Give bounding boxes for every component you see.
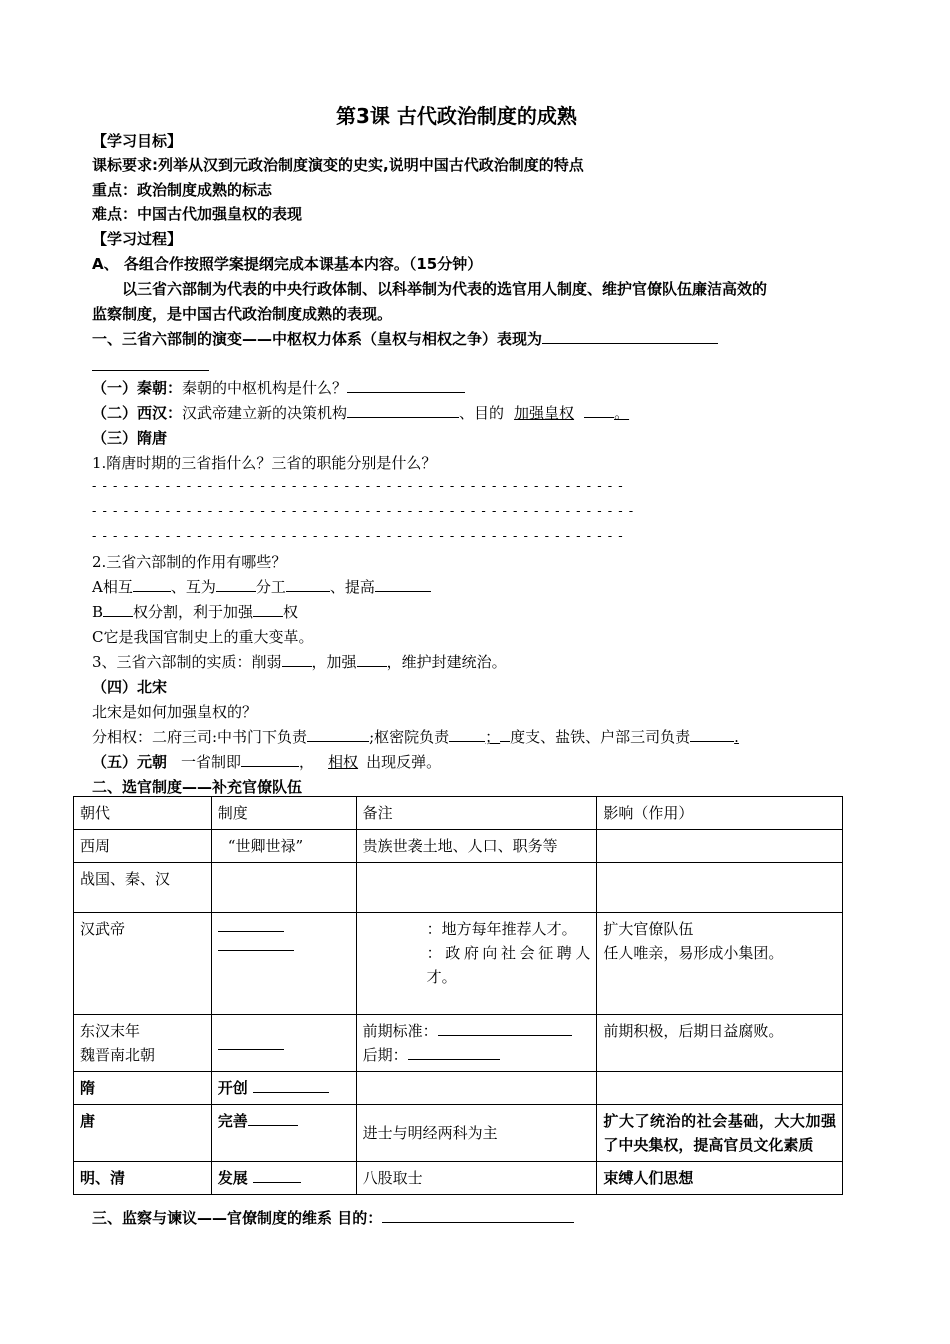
intro-line-1: 以三省六部制为代表的中央行政体制、以科举制为代表的选官用人制度、维护官僚队伍廉洁高效的 xyxy=(122,280,768,298)
answer-blank[interactable] xyxy=(282,652,312,667)
answer-blank[interactable] xyxy=(218,950,294,951)
xihan-answer: 加强皇权 xyxy=(514,404,575,422)
answer-blank[interactable] xyxy=(408,1045,500,1060)
answer-blank[interactable] xyxy=(216,577,256,592)
answer-blank[interactable] xyxy=(347,403,459,418)
hanwu-effect-1: 扩大官僚队伍 xyxy=(603,920,694,938)
table-cell[interactable] xyxy=(356,863,597,913)
dashed-answer-line[interactable]: - - - - - - - - - - - - - - - - - - - - - - - - - - - - - - - - - - - - - - - - - - - - - - - - - - - xyxy=(92,529,624,544)
answer-blank[interactable] xyxy=(218,1049,284,1050)
table-cell xyxy=(74,1015,212,1072)
table-cell[interactable] xyxy=(597,1072,843,1105)
table-row xyxy=(74,1015,843,1072)
table-cell: 战国、秦、汉 xyxy=(74,863,212,913)
answer-blank[interactable] xyxy=(218,931,284,932)
table-cell: “世卿世禄” xyxy=(211,830,356,863)
header-cell: 制度 xyxy=(211,797,356,830)
table-cell[interactable] xyxy=(597,830,843,863)
yuan-label: （五）元朝 xyxy=(92,753,168,771)
donghan-note-1: 前期标准： xyxy=(362,1022,438,1040)
dashed-answer-line[interactable]: - - - - - - - - - - - - - - - - - - - - - - - - - - - - - - - - - - - - - - - - - - - - - - - - - - - - xyxy=(92,504,635,519)
mingqing-system: 发展 xyxy=(217,1169,248,1187)
q2a-text: 分工 xyxy=(255,578,286,596)
yuan-text: ， xyxy=(299,753,315,771)
yuan-text: 出现反弹。 xyxy=(366,753,442,771)
xihan-label: （二）西汉： xyxy=(92,404,183,422)
table-cell: 束缚人们思想 xyxy=(597,1162,843,1195)
table-cell: 汉武帝 xyxy=(74,913,212,1015)
table-cell[interactable] xyxy=(211,863,356,913)
table-row xyxy=(74,1105,843,1162)
table-row xyxy=(74,863,843,913)
table-row xyxy=(74,913,843,1015)
table-cell xyxy=(211,1105,356,1162)
section-2-title: 二、选官制度——补充官僚队伍 xyxy=(92,778,303,796)
qin-line xyxy=(92,377,465,398)
answer-blank[interactable] xyxy=(248,1111,298,1126)
yuan-answer: 相权 xyxy=(328,753,359,771)
xihan-mid: 、目的 xyxy=(459,404,505,422)
header-cell: 朝代 xyxy=(74,797,212,830)
difficulty: 难点：中国古代加强皇权的表现 xyxy=(92,205,303,223)
table-cell: 唐 xyxy=(74,1105,212,1162)
table-cell xyxy=(597,913,843,1015)
answer-blank[interactable] xyxy=(92,356,209,371)
table-cell: 八股取士 xyxy=(356,1162,597,1195)
table-cell xyxy=(211,1162,356,1195)
table-cell: 扩大了统治的社会基础，大大加强了中央集权，提高官员文化素质 xyxy=(597,1105,843,1162)
q2a-text: 、互为 xyxy=(170,578,216,596)
answer-blank[interactable] xyxy=(449,727,485,742)
intro-line-2: 监察制度，是中国古代政治制度成熟的表现。 xyxy=(92,305,393,323)
qin-question: 秦朝的中枢机构是什么？ xyxy=(182,379,348,397)
standard: 课标要求:列举从汉到元政治制度演变的史实,说明中国古代政治制度的特点 xyxy=(92,156,584,174)
hanwu-note-2: ：政府向社会征聘人才。 xyxy=(426,944,591,986)
page-title: 第3课 古代政治制度的成熟 xyxy=(336,104,577,128)
sui-system: 开创 xyxy=(217,1079,248,1097)
table-cell: 贵族世袭土地、人口、职务等 xyxy=(356,830,597,863)
answer-blank[interactable] xyxy=(357,652,387,667)
answer-blank[interactable] xyxy=(584,403,614,418)
answer-blank[interactable] xyxy=(253,1168,301,1183)
question-2c: C它是我国官制史上的重大变革。 xyxy=(92,628,314,646)
answer-blank[interactable] xyxy=(500,727,510,742)
key-point: 重点：政治制度成熟的标志 xyxy=(92,181,273,199)
question-3 xyxy=(92,651,507,672)
header-cell: 备注 xyxy=(356,797,597,830)
goals-header: 【学习目标】 xyxy=(92,132,183,150)
table-cell[interactable] xyxy=(356,1072,597,1105)
table-row xyxy=(74,1162,843,1195)
hanwu-effect-2: 任人唯亲，易形成小集团。 xyxy=(603,944,784,962)
donghan-label-1: 东汉末年 xyxy=(80,1022,141,1040)
answer-blank[interactable] xyxy=(103,602,133,617)
answer-blank[interactable] xyxy=(133,577,171,592)
answer-blank[interactable] xyxy=(241,752,299,767)
qin-label: （一）秦朝： xyxy=(92,379,183,397)
beisong-label: （四）北宋 xyxy=(92,678,168,696)
selection-system-table xyxy=(73,796,843,1195)
table-cell xyxy=(356,913,597,1015)
xihan-question: 汉武帝建立新的决策机构 xyxy=(182,404,348,422)
process-header: 【学习过程】 xyxy=(92,230,183,248)
donghan-label-2: 魏晋南北朝 xyxy=(80,1046,156,1064)
question-2a xyxy=(92,576,431,597)
answer-blank[interactable] xyxy=(382,1208,574,1223)
table-cell xyxy=(356,1015,597,1072)
dashed-answer-line[interactable]: - - - - - - - - - - - - - - - - - - - - - - - - - - - - - - - - - - - - - - - - - - - - - - - - - - - xyxy=(92,479,624,494)
hanwu-note-1: ：地方每年推荐人才。 xyxy=(426,920,577,938)
question-1: 1.隋唐时期的三省指什么？三省的职能分别是什么？ xyxy=(92,454,437,472)
question-2: 2.三省六部制的作用有哪些？ xyxy=(92,553,287,571)
table-cell: 进士与明经两科为主 xyxy=(356,1105,597,1162)
answer-blank[interactable] xyxy=(542,329,718,344)
q2b-text: 权 xyxy=(283,603,299,621)
tang-system: 完善 xyxy=(217,1112,248,1130)
fx-text: ;枢密院负责 xyxy=(369,728,450,746)
yuan-line xyxy=(92,751,441,772)
answer-blank[interactable] xyxy=(286,577,330,592)
answer-blank[interactable] xyxy=(690,727,734,742)
section-3-text: 三、监察与谏议——官僚制度的维系 目的： xyxy=(92,1209,383,1227)
section-1-title xyxy=(92,328,718,349)
q2a-text: 、提高 xyxy=(329,578,375,596)
section-1-text: 一、三省六部制的演变——中枢权力体系（皇权与相权之争）表现为 xyxy=(92,330,543,348)
table-cell[interactable] xyxy=(211,1015,356,1072)
section-3-title xyxy=(92,1207,574,1228)
table-row xyxy=(74,830,843,863)
task-a: A、 各组合作按照学案提纲完成本课基本内容。（15分钟） xyxy=(92,255,483,273)
answer-blank[interactable] xyxy=(253,1078,329,1093)
fx-text: 度支、盐铁、户部三司负责 xyxy=(510,728,691,746)
table-cell[interactable] xyxy=(597,863,843,913)
xihan-line xyxy=(92,402,629,423)
answer-blank[interactable] xyxy=(307,727,369,742)
q2b-text: 权分割，利于加强 xyxy=(133,603,254,621)
question-2b xyxy=(92,601,298,622)
q3-text: ，加强 xyxy=(311,653,357,671)
table-cell[interactable] xyxy=(211,913,356,1015)
table-cell: 西周 xyxy=(74,830,212,863)
answer-blank[interactable] xyxy=(253,602,283,617)
table-cell: 前期积极，后期日益腐败。 xyxy=(597,1015,843,1072)
fx-text: ； xyxy=(485,728,501,746)
fx-text: 分相权：二府三司:中书门下负责 xyxy=(92,728,308,746)
beisong-answer-line xyxy=(92,726,739,747)
q2a-text: A相互 xyxy=(92,578,133,596)
table-cell xyxy=(211,1072,356,1105)
beisong-question: 北宋是如何加强皇权的？ xyxy=(92,703,258,721)
xihan-end: 。 xyxy=(614,404,630,422)
header-cell: 影响（作用） xyxy=(597,797,843,830)
yuan-text: 一省制即 xyxy=(181,753,242,771)
answer-blank[interactable] xyxy=(438,1021,572,1036)
q3-text: 3、三省六部制的实质：削弱 xyxy=(92,653,282,671)
table-header-row xyxy=(74,797,843,830)
table-row xyxy=(74,1072,843,1105)
fx-text: . xyxy=(734,728,739,746)
answer-blank[interactable] xyxy=(347,378,465,393)
q3-text: ，维护封建统治。 xyxy=(386,653,507,671)
answer-blank[interactable] xyxy=(375,577,431,592)
q2b-text: B xyxy=(92,603,104,621)
table-cell: 隋 xyxy=(74,1072,212,1105)
donghan-note-2: 后期： xyxy=(362,1046,408,1064)
suitang-label: （三）隋唐 xyxy=(92,429,168,447)
table-cell: 明、清 xyxy=(74,1162,212,1195)
